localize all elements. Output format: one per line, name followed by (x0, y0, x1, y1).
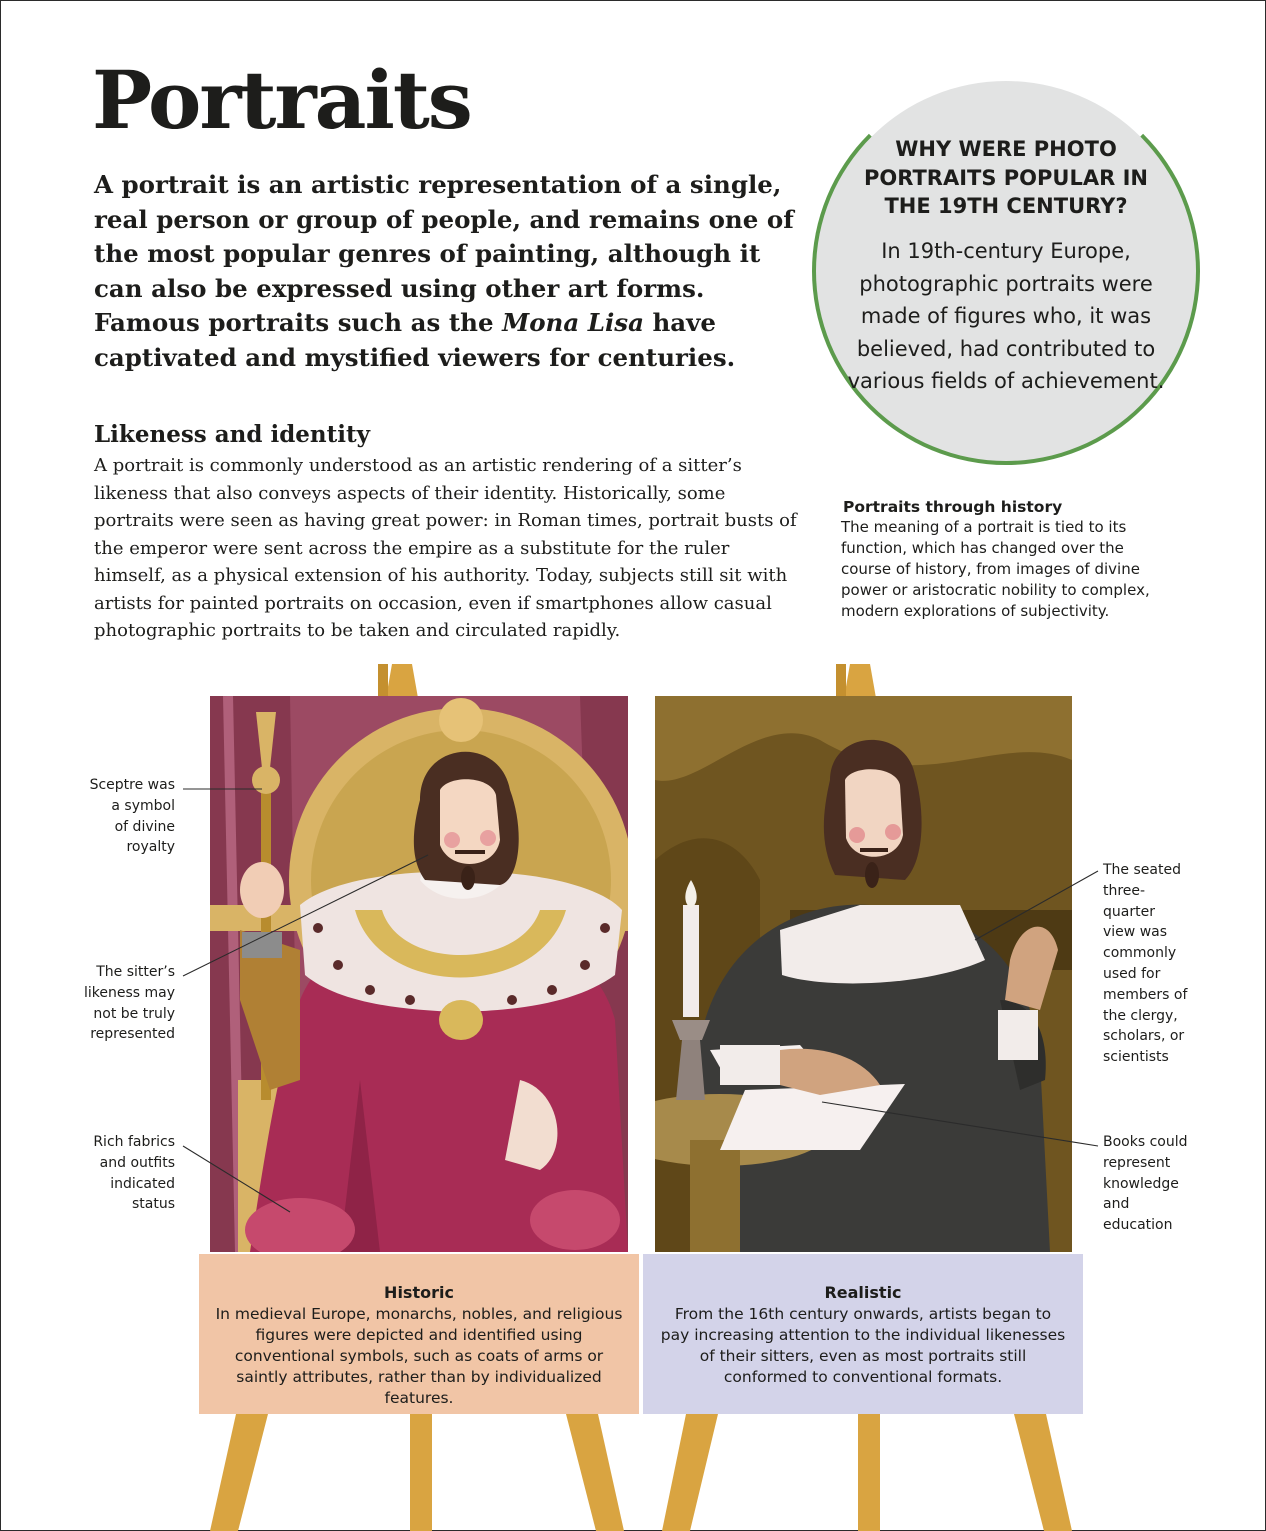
callout-line: scholars, or (1103, 1028, 1185, 1045)
callout-line: status (131, 1196, 175, 1213)
callout-sceptre (60, 775, 175, 858)
callout-line: represent (1103, 1154, 1171, 1171)
callout-likeness (60, 962, 175, 1045)
callout-line: scientists (1103, 1049, 1169, 1066)
callout-line: represented (90, 1026, 175, 1043)
callout-line: view was (1103, 924, 1168, 941)
callout-line: commonly (1103, 945, 1177, 962)
intro-italic-title: Mona Lisa (502, 308, 644, 338)
realistic-caption-body: From the 16th century onwards, artists began to pay increasing attention to the individual likenesses of their sitters, even as most portraits still conformed to conventional formats. (660, 1305, 1066, 1386)
callout-line: royalty (126, 839, 175, 856)
historic-caption-body: In medieval Europe, monarchs, nobles, and religious figures were depicted and identified using conventional symbols, such as coats of arms or saintly attributes, rather than by individualized features. (215, 1305, 623, 1407)
callout-line: The seated (1103, 862, 1181, 878)
history-body: The meaning of a portrait is tied to its function, which has changed over the course of history, from images of divine power or aristocratic nobility to complex, modern explorations of subjectivity. (841, 518, 1150, 620)
callout-line: and outfits (99, 1154, 175, 1171)
callout-line: three- (1103, 882, 1146, 899)
callout-line: Rich fabrics (93, 1134, 175, 1150)
callout-line: used for (1103, 965, 1161, 982)
callout-fabrics (60, 1132, 175, 1215)
historic-portrait-painting (210, 696, 633, 1262)
intro-text-end: have captivated and mystified viewers for centuries. (94, 308, 736, 372)
callout-line: likeness may (83, 984, 175, 1001)
callout-seated-view (1103, 860, 1253, 1068)
callout-line: quarter (1103, 903, 1155, 920)
callout-line: Books could (1103, 1134, 1188, 1150)
realistic-caption-title: Realistic (824, 1283, 902, 1302)
callout-line: members of (1103, 986, 1188, 1003)
faq-answer: In 19th-century Europe, photographic portraits were made of figures who, it was believed, had contributed to various fields of achievement. (847, 239, 1165, 393)
callout-line: and (1103, 1196, 1130, 1213)
callout-line: The sitter’s (96, 964, 175, 980)
callout-books (1103, 1132, 1253, 1236)
realistic-portrait-painting (610, 696, 1072, 1252)
likeness-body: A portrait is commonly understood as an artistic rendering of a sitter’s likeness that also conveys aspects of their identity. Historically, some portraits were seen as having great power: in Roman times, portrait busts of the emperor were sent across the empire as a substitute for the ruler himself, as a physical extension of his authority. Today, subjects still sit with artists for painted portraits on occasion, even if smartphones allow casual photographic portraits to be taken and circulated rapidly. (94, 455, 797, 641)
history-heading: Portraits through history (843, 498, 1063, 516)
historic-caption-title: Historic (384, 1283, 454, 1302)
callout-line: education (1103, 1217, 1173, 1234)
page-title: Portraits (92, 53, 471, 147)
callout-line: of divine (114, 818, 175, 835)
callout-line: Sceptre was (89, 777, 175, 793)
historic-caption-box (199, 1254, 639, 1414)
callout-line: indicated (110, 1175, 175, 1192)
callout-line: knowledge (1103, 1175, 1179, 1192)
callout-line: the clergy, (1103, 1007, 1178, 1024)
likeness-heading: Likeness and identity (94, 421, 370, 448)
realistic-caption-box (643, 1254, 1083, 1414)
callout-line: not be truly (93, 1005, 175, 1022)
faq-question: WHY WERE PHOTO PORTRAITS POPULAR IN THE 19TH CENTURY? (864, 137, 1148, 218)
intro-text-start: A portrait is an artistic representation of a single, real person or group of people, and remains one of the most popular genres of painting, although it can also be expressed using other art forms. Famous portraits such as the (94, 170, 794, 338)
callout-line: a symbol (111, 797, 175, 814)
